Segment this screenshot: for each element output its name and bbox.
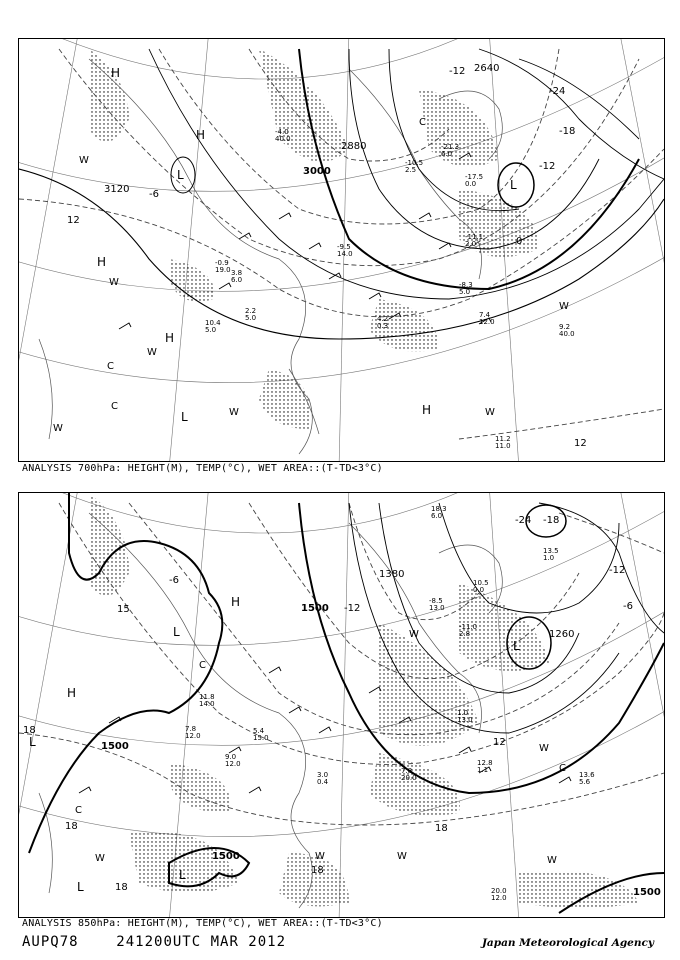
station-dewpoint: 6.0 <box>441 150 453 158</box>
station-temp: 9.0 <box>225 753 237 761</box>
warm-mark: W <box>559 301 569 312</box>
station-dewpoint: 40.0 <box>559 330 575 338</box>
station-temp: 10.5 <box>473 579 489 587</box>
station-temp: 7.8 <box>185 725 197 733</box>
station-dewpoint: 20.0 <box>401 774 417 782</box>
cold-center-mark: C <box>199 660 206 671</box>
station-temp: -4.0 <box>275 128 289 136</box>
panel-caption-700hpa: ANALYSIS 700hPa: HEIGHT(M), TEMP(°C), WET AREA::(T-TD<3°C) <box>22 463 383 474</box>
temp-label: -6 <box>149 189 159 200</box>
station-temp: -8.5 <box>429 597 443 605</box>
warm-mark: W <box>95 853 105 864</box>
station-dewpoint: 12.0 <box>225 760 241 768</box>
station-temp: 5.4 <box>253 727 265 735</box>
agency-credit: Japan Meteorological Agency <box>481 937 654 949</box>
low-center-mark: L <box>77 880 84 894</box>
temp-label: -12 <box>539 161 556 172</box>
warm-mark: W <box>539 743 549 754</box>
station-temp: -0.9 <box>215 259 229 267</box>
temp-label: -12 <box>449 66 466 77</box>
low-center-mark: L <box>179 868 186 882</box>
station-dewpoint: 1.0 <box>543 554 555 562</box>
low-center-mark: L <box>510 178 517 192</box>
station-temp: 7.8 <box>401 767 413 775</box>
warm-mark: W <box>229 407 239 418</box>
station-temp: 11.8 <box>199 693 215 701</box>
cold-mark: C <box>107 361 114 372</box>
station-temp: -9.5 <box>337 243 351 251</box>
station-temp: 7.4 <box>479 311 491 319</box>
height-label: 1380 <box>379 569 405 580</box>
height-label: 2640 <box>474 63 500 74</box>
temp-label: -24 <box>515 515 532 526</box>
station-temp: 13.5 <box>543 547 559 555</box>
temp-label: 12 <box>67 215 80 226</box>
station-dewpoint: 0.4 <box>317 778 329 786</box>
temp-label: 12 <box>493 737 506 748</box>
warm-mark: W <box>485 407 495 418</box>
low-center-mark: L <box>181 410 188 424</box>
station-dewpoint: 5.0 <box>205 326 217 334</box>
temp-label: 0 <box>516 236 523 247</box>
station-dewpoint: 13.0 <box>429 604 445 612</box>
wet-areas <box>89 493 639 908</box>
high-center-mark: H <box>165 331 175 345</box>
height-label: 2880 <box>341 141 367 152</box>
station-temp: -11.1 <box>465 233 484 241</box>
station-dewpoint: 2.5 <box>405 166 417 174</box>
station-temp: 2.2 <box>245 307 257 315</box>
warm-mark: W <box>397 851 407 862</box>
map-700hpa-svg <box>19 39 664 461</box>
station-dewpoint: 5.6 <box>579 778 591 786</box>
station-dewpoint: 12.0 <box>491 894 507 902</box>
temp-label: 18 <box>65 821 78 832</box>
map-panel-700hpa <box>18 38 665 462</box>
station-dewpoint: 2.0 <box>465 240 477 248</box>
map-850hpa-svg <box>19 493 664 917</box>
station-temp: 13.6 <box>579 771 595 779</box>
station-dewpoint: 19.0 <box>215 266 231 274</box>
temp-label: 12 <box>574 438 587 449</box>
high-center-mark: H <box>422 403 432 417</box>
station-dewpoint: 2.8 <box>459 630 471 638</box>
station-temp: -8.3 <box>459 281 473 289</box>
cold-center-mark: C <box>111 401 118 412</box>
station-dewpoint: 12.0 <box>185 732 201 740</box>
warm-mark: W <box>147 347 157 358</box>
height-label: 3000 <box>303 166 331 177</box>
station-temp: 1.0 <box>457 709 469 717</box>
warm-mark: W <box>79 155 89 166</box>
station-temp: 3.8 <box>231 269 243 277</box>
temp-label: -6 <box>169 575 179 586</box>
station-dewpoint: 13.0 <box>457 716 473 724</box>
low-center-mark: L <box>513 639 520 653</box>
wind-barbs <box>119 153 491 329</box>
station-dewpoint: 15.0 <box>253 734 269 742</box>
station-temp: -10.5 <box>405 159 424 167</box>
station-dewpoint: 14.0 <box>337 250 353 258</box>
map-panel-850hpa <box>18 492 665 918</box>
chart-identifier <box>22 934 286 950</box>
high-center-mark: H <box>67 686 77 700</box>
station-temp: -17.5 <box>465 173 484 181</box>
station-dewpoint: 1.1 <box>477 766 489 774</box>
low-center-mark: L <box>173 625 180 639</box>
warm-mark: W <box>315 851 325 862</box>
temp-label: 15 <box>117 604 130 615</box>
station-temp: 3.0 <box>317 771 329 779</box>
station-dewpoint: 0.3 <box>377 322 389 330</box>
station-dewpoint: 11.0 <box>495 442 511 450</box>
station-dewpoint: 5.0 <box>245 314 257 322</box>
temp-label: 18 <box>23 725 36 736</box>
high-center-mark: H <box>111 66 121 80</box>
high-center-mark: H <box>231 595 241 609</box>
height-label: 1500 <box>633 887 661 898</box>
valid-time: 241200UTC MAR 2012 <box>116 934 287 950</box>
height-label: 1500 <box>212 851 240 862</box>
panel-caption-850hpa: ANALYSIS 850hPa: HEIGHT(M), TEMP(°C), WET AREA::(T-TD<3°C) <box>22 918 383 929</box>
station-dewpoint: 14.0 <box>199 700 215 708</box>
station-temp: 20.0 <box>491 887 507 895</box>
station-dewpoint: 0.0 <box>465 180 477 188</box>
warm-mark: W <box>109 277 119 288</box>
temp-label: -18 <box>543 515 560 526</box>
cold-center-mark: C <box>559 763 566 774</box>
station-dewpoint: 0.0 <box>473 586 485 594</box>
high-center-mark: H <box>97 255 107 269</box>
height-label: 1500 <box>301 603 329 614</box>
station-dewpoint: 6.0 <box>231 276 243 284</box>
station-temp: 9.2 <box>559 323 571 331</box>
warm-mark: W <box>547 855 557 866</box>
height-label: 1500 <box>101 741 129 752</box>
station-temp: 18.3 <box>431 505 447 513</box>
station-dewpoint: 12.0 <box>479 318 495 326</box>
station-temp: 4.2 <box>377 315 389 323</box>
station-temp: 10.4 <box>205 319 221 327</box>
station-dewpoint: 5.0 <box>459 288 471 296</box>
cold-center-mark: C <box>75 805 82 816</box>
station-temp: -21.3 <box>441 143 460 151</box>
warm-mark: W <box>409 629 419 640</box>
cold-center-mark: C <box>419 117 426 128</box>
station-dewpoint: 40.0 <box>275 135 291 143</box>
height-label: 1260 <box>549 629 575 640</box>
warm-mark: W <box>53 423 63 434</box>
station-temp: -11.0 <box>459 623 478 631</box>
product-id: AUPQ78 <box>22 934 79 950</box>
temp-label: 18 <box>435 823 448 834</box>
low-center-mark: L <box>29 735 36 749</box>
temp-label: 18 <box>115 882 128 893</box>
temp-label: 18 <box>311 865 324 876</box>
temp-label: -18 <box>559 126 576 137</box>
temp-label: -6 <box>623 601 633 612</box>
temp-label: -12 <box>344 603 361 614</box>
station-temp: 12.8 <box>477 759 493 767</box>
low-center-mark: L <box>177 168 184 182</box>
temp-label: -24 <box>549 86 566 97</box>
station-temp: 11.2 <box>495 435 511 443</box>
high-center-mark: H <box>196 128 206 142</box>
station-dewpoint: 6.0 <box>431 512 443 520</box>
height-label: 3120 <box>104 184 130 195</box>
temp-label: -12 <box>609 565 626 576</box>
